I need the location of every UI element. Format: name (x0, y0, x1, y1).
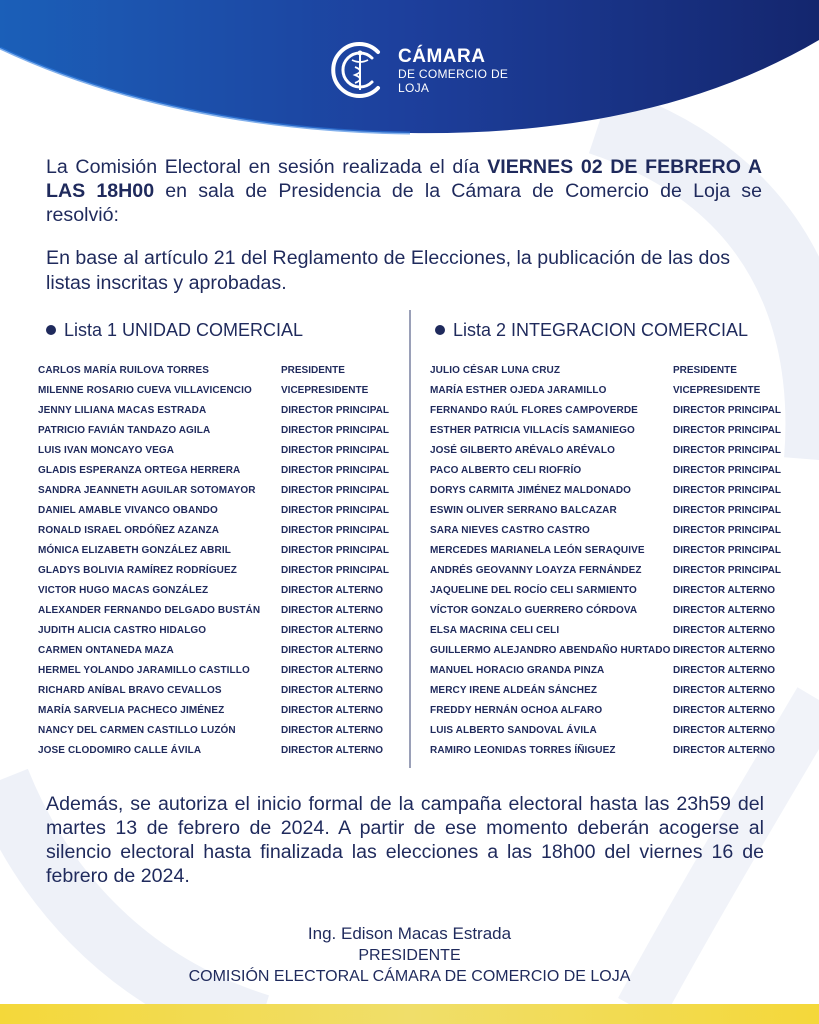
member-role: DIRECTOR PRINCIPAL (673, 504, 781, 516)
member-row (430, 360, 781, 380)
member-name: JENNY LILIANA MACAS ESTRADA (38, 404, 207, 416)
member-name: VÍCTOR GONZALO GUERRERO CÓRDOVA (430, 604, 638, 616)
member-row (430, 680, 781, 700)
member-row (430, 620, 781, 640)
member-row (430, 500, 781, 520)
chamber-logo (330, 40, 508, 100)
intro-text-start: La Comisión Electoral en sesión realizada el día (46, 156, 488, 178)
member-row (430, 440, 781, 460)
intro-text-end: en sala de Presidencia de la Cámara de Comercio de Loja se resolvió: (46, 180, 762, 226)
member-role: DIRECTOR PRINCIPAL (281, 524, 389, 536)
member-role: DIRECTOR ALTERNO (673, 584, 776, 596)
member-role: DIRECTOR PRINCIPAL (673, 444, 781, 456)
member-role: DIRECTOR ALTERNO (673, 644, 776, 656)
member-row (38, 620, 389, 640)
member-name: ESTHER PATRICIA VILLACÍS SAMANIEGO (430, 424, 635, 436)
member-row (430, 460, 781, 480)
member-role: PRESIDENTE (281, 364, 345, 376)
member-row (430, 720, 781, 740)
member-name: CARLOS MARÍA RUILOVA TORRES (38, 364, 210, 376)
member-role: DIRECTOR PRINCIPAL (281, 444, 389, 456)
member-name: PACO ALBERTO CELI RIOFRÍO (430, 464, 582, 476)
member-name: SARA NIEVES CASTRO CASTRO (430, 524, 590, 536)
intro-paragraph (46, 155, 762, 227)
member-name: RAMIRO LEONIDAS TORRES ÍÑIGUEZ (430, 744, 616, 756)
member-name: MERCEDES MARIANELA LEÓN SERAQUIVE (430, 544, 645, 556)
member-name: MÓNICA ELIZABETH GONZÁLEZ ABRIL (38, 544, 231, 556)
member-name: MARÍA SARVELIA PACHECO JIMÉNEZ (38, 704, 225, 716)
member-name: NANCY DEL CARMEN CASTILLO LUZÓN (38, 724, 236, 736)
member-row (38, 400, 389, 420)
member-name: JOSÉ GILBERTO ARÉVALO ARÉVALO (430, 444, 615, 456)
column-divider (409, 310, 411, 768)
member-role: DIRECTOR PRINCIPAL (281, 544, 389, 556)
member-role: DIRECTOR PRINCIPAL (673, 524, 781, 536)
member-role: DIRECTOR ALTERNO (673, 704, 776, 716)
resolution-paragraph: En base al artículo 21 del Reglamento de Elecciones, la publicación de las dos listas inscritas y aprobadas. (46, 247, 731, 294)
member-role: DIRECTOR ALTERNO (281, 724, 384, 736)
member-name: JAQUELINE DEL ROCÍO CELI SARMIENTO (430, 584, 637, 596)
member-role: DIRECTOR ALTERNO (281, 624, 384, 636)
signatory-organization: COMISIÓN ELECTORAL CÁMARA DE COMERCIO DE LOJA (188, 968, 631, 985)
member-role: DIRECTOR PRINCIPAL (281, 424, 389, 436)
member-name: ESWIN OLIVER SERRANO BALCAZAR (430, 504, 617, 516)
logo-subtitle: DE COMERCIO DE (398, 66, 509, 81)
member-row (38, 540, 389, 560)
member-name: SANDRA JEANNETH AGUILAR SOTOMAYOR (38, 484, 256, 496)
member-role: DIRECTOR ALTERNO (281, 584, 384, 596)
member-role: DIRECTOR PRINCIPAL (673, 404, 781, 416)
member-row (38, 380, 389, 400)
member-row (430, 480, 781, 500)
logo-city: LOJA (398, 80, 430, 95)
signature-block (0, 923, 819, 988)
member-role: DIRECTOR PRINCIPAL (673, 544, 781, 556)
member-name: RICHARD ANÍBAL BRAVO CEVALLOS (38, 684, 222, 696)
member-role: DIRECTOR ALTERNO (281, 644, 384, 656)
member-row (38, 480, 389, 500)
member-name: JOSE CLODOMIRO CALLE ÁVILA (38, 744, 202, 756)
member-role: DIRECTOR PRINCIPAL (673, 564, 781, 576)
member-name: FREDDY HERNÁN OCHOA ALFARO (430, 704, 603, 716)
member-row (38, 360, 389, 380)
member-row (430, 560, 781, 580)
member-role: PRESIDENTE (673, 364, 737, 376)
member-row (38, 720, 389, 740)
signatory-name: Ing. Edison Macas Estrada (307, 924, 512, 943)
intro-date-bold: VIERNES 02 DE FEBRERO A LAS 18H00 (46, 156, 762, 202)
member-name: MARÍA ESTHER OJEDA JARAMILLO (430, 384, 607, 396)
member-name: FERNANDO RAÚL FLORES CAMPOVERDE (430, 404, 638, 416)
member-row (38, 640, 389, 660)
member-name: LUIS ALBERTO SANDOVAL ÁVILA (430, 724, 597, 736)
member-role: VICEPRESIDENTE (281, 384, 369, 396)
member-row (430, 700, 781, 720)
member-role: DIRECTOR ALTERNO (281, 744, 384, 756)
member-row (38, 520, 389, 540)
member-row (38, 500, 389, 520)
member-row (38, 440, 389, 460)
member-row (430, 520, 781, 540)
member-row (430, 600, 781, 620)
member-row (38, 560, 389, 580)
member-row (430, 380, 781, 400)
member-name: DORYS CARMITA JIMÉNEZ MALDONADO (430, 484, 632, 496)
member-role: DIRECTOR PRINCIPAL (281, 404, 389, 416)
member-role: DIRECTOR PRINCIPAL (673, 464, 781, 476)
member-role: DIRECTOR ALTERNO (673, 664, 776, 676)
member-role: DIRECTOR ALTERNO (673, 604, 776, 616)
campaign-paragraph: Además, se autoriza el inicio formal de la campaña electoral hasta las 23h59 del martes 13 de febrero de 2024. A partir de ese momento deberán acogerse al silencio electoral hasta finalizada las elecciones a las 18h00 del viernes 16 de febrero de 2024. (46, 793, 764, 887)
member-name: GLADYS BOLIVIA RAMÍREZ RODRÍGUEZ (38, 564, 237, 576)
member-row (430, 660, 781, 680)
list1-header (46, 318, 402, 356)
member-name: MERCY IRENE ALDEÁN SÁNCHEZ (430, 684, 598, 696)
member-name: VICTOR HUGO MACAS GONZÁLEZ (38, 584, 209, 596)
member-role: DIRECTOR PRINCIPAL (281, 484, 389, 496)
member-row (38, 740, 389, 760)
member-row (38, 600, 389, 620)
member-row (38, 680, 389, 700)
member-name: ANDRÉS GEOVANNY LOAYZA FERNÁNDEZ (430, 564, 642, 576)
member-name: CARMEN ONTANEDA MAZA (38, 644, 174, 656)
member-role: DIRECTOR PRINCIPAL (673, 484, 781, 496)
member-name: JUDITH ALICIA CASTRO HIDALGO (38, 624, 207, 636)
list2-members (430, 360, 781, 760)
bullet-icon (46, 325, 56, 335)
logo-title: CÁMARA (398, 45, 486, 67)
member-name: GLADIS ESPERANZA ORTEGA HERRERA (38, 464, 241, 476)
member-name: MILENNE ROSARIO CUEVA VILLAVICENCIO (38, 384, 252, 396)
member-row (430, 400, 781, 420)
member-name: RONALD ISRAEL ORDÓÑEZ AZANZA (38, 524, 220, 536)
list2-header (435, 318, 795, 356)
member-name: JULIO CÉSAR LUNA CRUZ (430, 364, 561, 376)
member-row (38, 700, 389, 720)
member-role: DIRECTOR ALTERNO (281, 704, 384, 716)
member-role: DIRECTOR ALTERNO (673, 724, 776, 736)
member-role: DIRECTOR PRINCIPAL (281, 564, 389, 576)
member-role: DIRECTOR PRINCIPAL (673, 424, 781, 436)
caduceus-icon (330, 40, 390, 100)
member-role: DIRECTOR ALTERNO (281, 604, 384, 616)
member-role: DIRECTOR PRINCIPAL (281, 464, 389, 476)
member-name: ALEXANDER FERNANDO DELGADO BUSTÁN (38, 604, 261, 616)
member-row (38, 580, 389, 600)
member-row (430, 540, 781, 560)
member-row (430, 580, 781, 600)
list2-title: Lista 2 INTEGRACION COMERCIAL (453, 319, 749, 340)
member-name: HERMEL YOLANDO JARAMILLO CASTILLO (38, 664, 250, 676)
member-name: LUIS IVAN MONCAYO VEGA (38, 444, 175, 456)
member-role: DIRECTOR PRINCIPAL (281, 504, 389, 516)
member-role: VICEPRESIDENTE (673, 384, 761, 396)
member-name: PATRICIO FAVIÁN TANDAZO AGILA (38, 424, 211, 436)
member-name: ELSA MACRINA CELI CELI (430, 624, 560, 636)
member-role: DIRECTOR ALTERNO (673, 624, 776, 636)
member-row (38, 420, 389, 440)
footer-band (0, 1004, 819, 1024)
member-row (430, 420, 781, 440)
list1-title: Lista 1 UNIDAD COMERCIAL (64, 319, 304, 340)
signatory-title: PRESIDENTE (358, 947, 461, 964)
member-role: DIRECTOR ALTERNO (281, 684, 384, 696)
member-role: DIRECTOR ALTERNO (673, 744, 776, 756)
member-role: DIRECTOR ALTERNO (281, 664, 384, 676)
member-name: GUILLERMO ALEJANDRO ABENDAÑO HURTADO (430, 644, 671, 656)
list1-members (38, 360, 389, 760)
member-row (38, 660, 389, 680)
member-name: MANUEL HORACIO GRANDA PINZA (430, 664, 605, 676)
member-row (430, 740, 781, 760)
member-row (38, 460, 389, 480)
member-role: DIRECTOR ALTERNO (673, 684, 776, 696)
member-name: DANIEL AMABLE VIVANCO OBANDO (38, 504, 218, 516)
bullet-icon (435, 325, 445, 335)
member-row (430, 640, 781, 660)
